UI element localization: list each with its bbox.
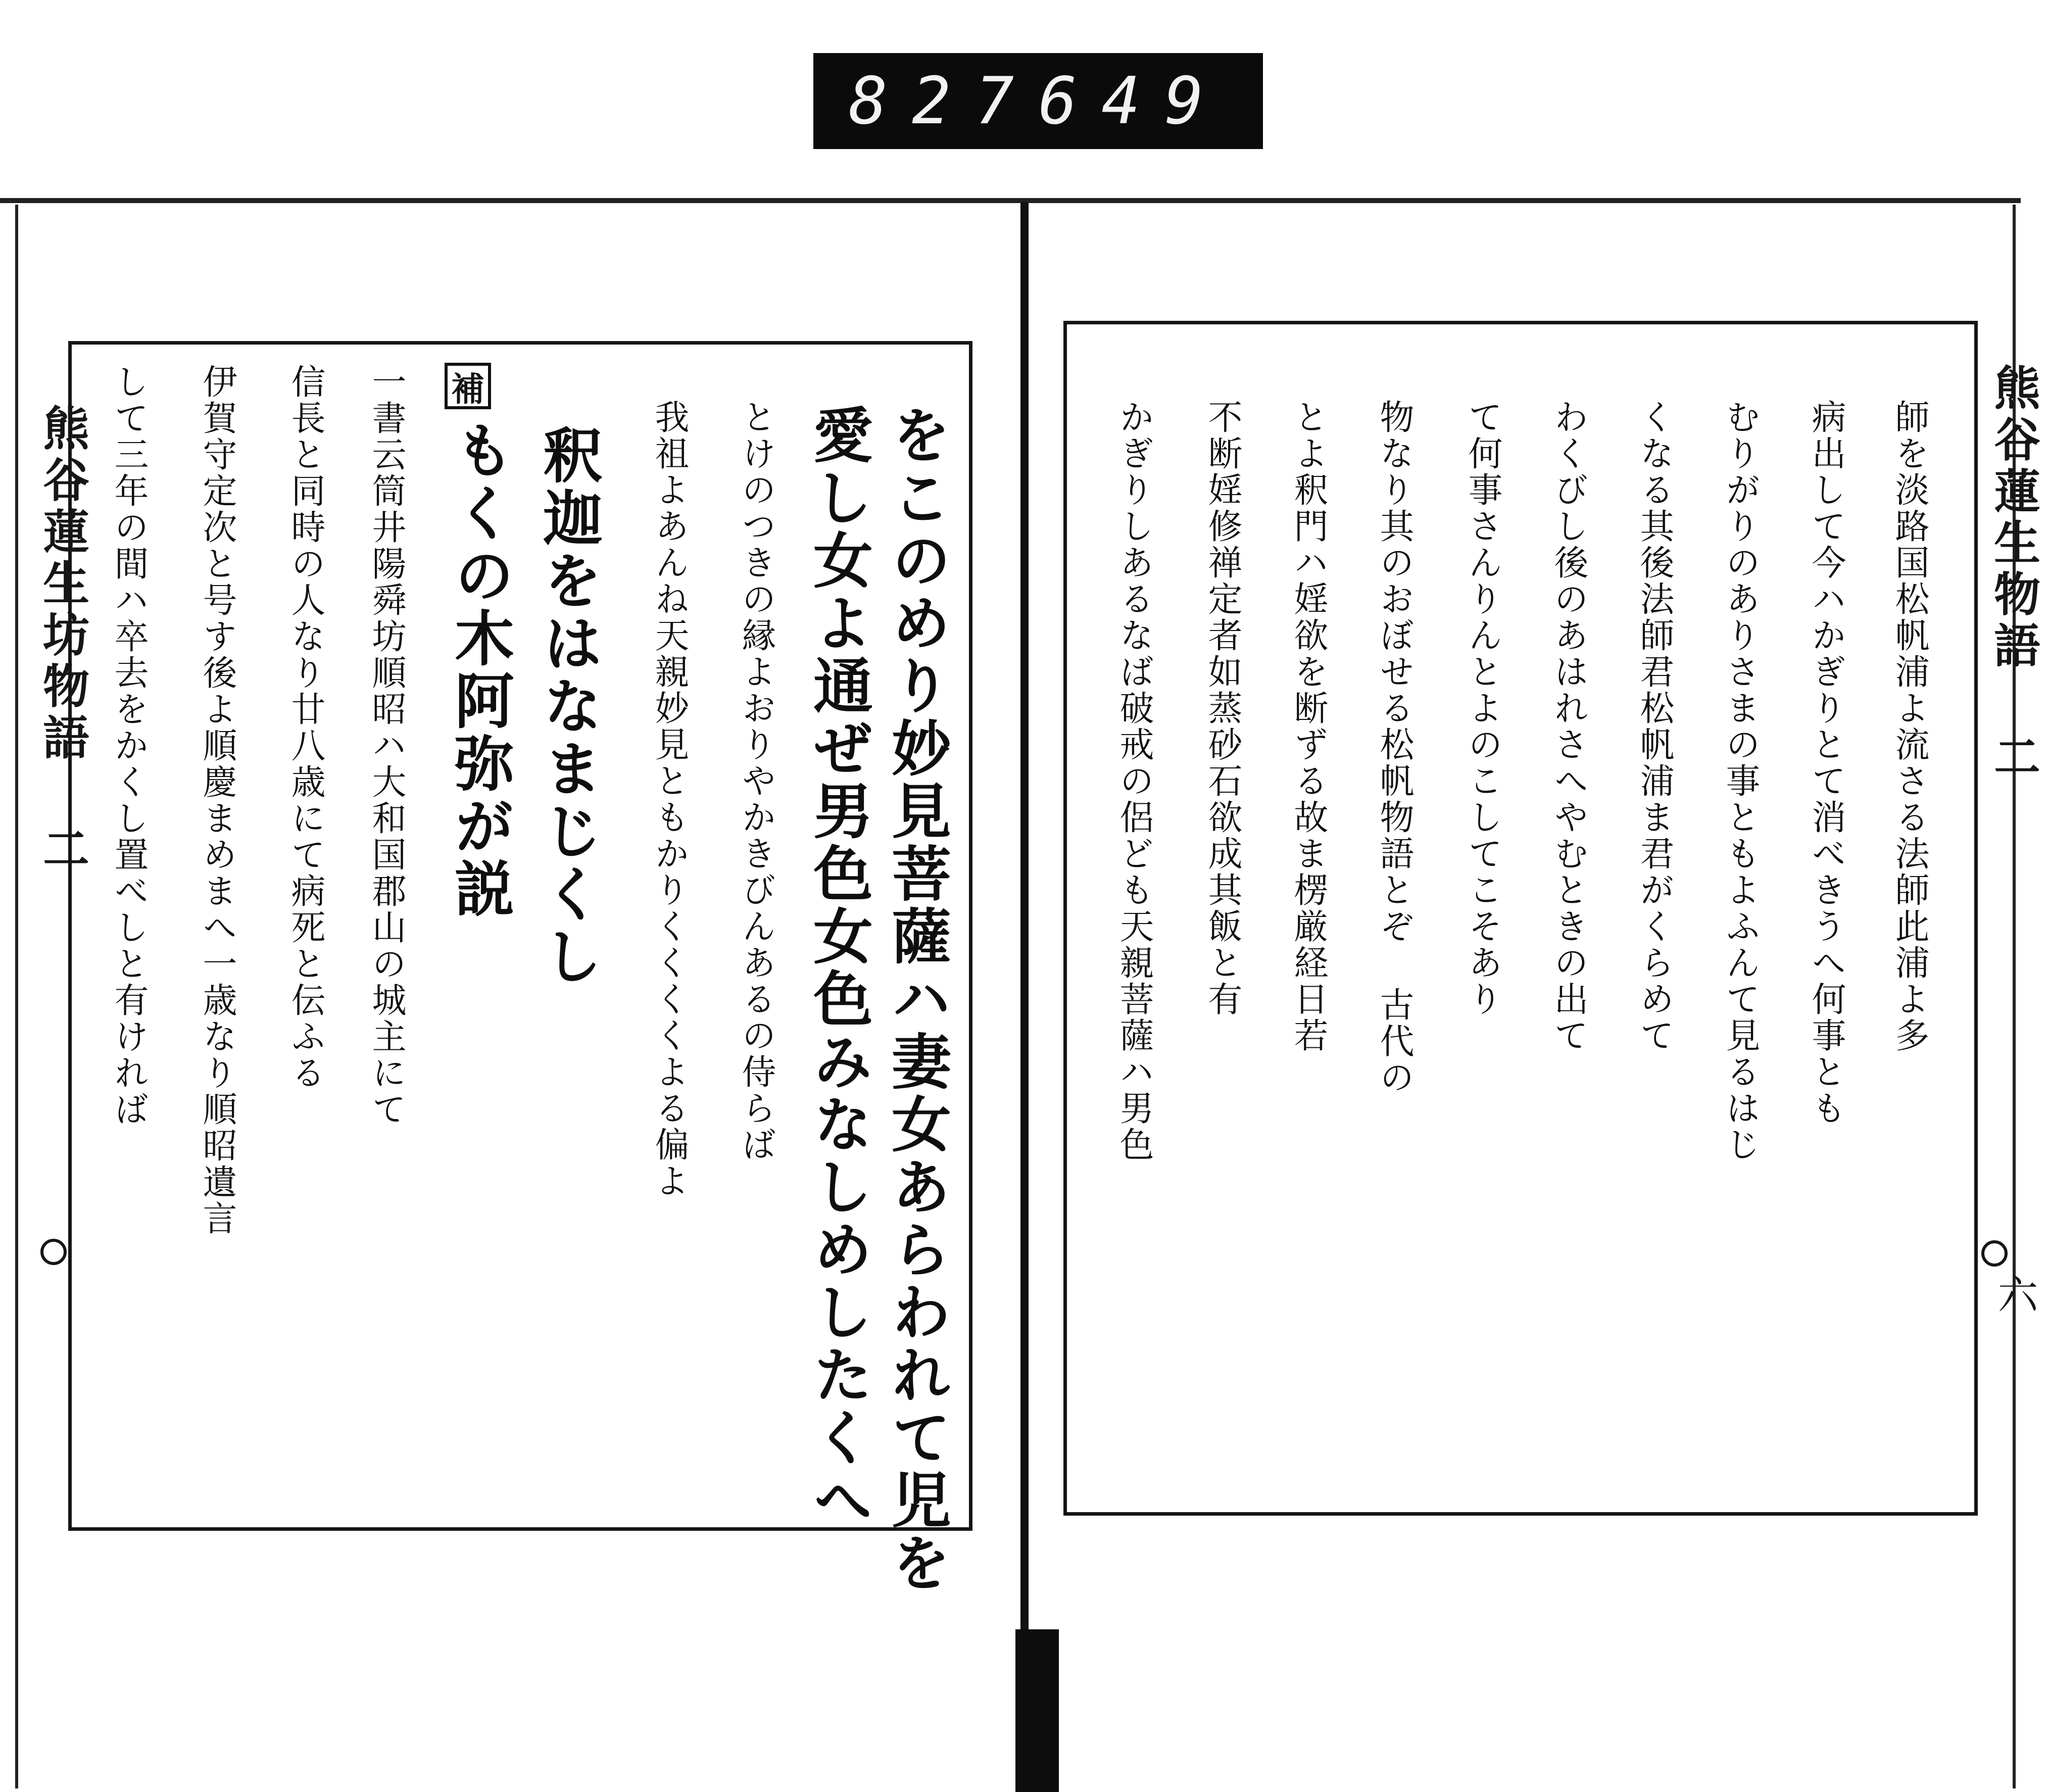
gutter-shadow-block xyxy=(1015,1629,1059,1792)
right-column-9: 不断婬修禅定者如蒸砂石欲成其飯と有 xyxy=(1202,399,1242,1018)
right-column-5: わくびし後のあはれさへやむときの出て xyxy=(1548,399,1588,1054)
right-column-1: 師を淡路国松帆浦よ流さる法師此浦よ多 xyxy=(1889,399,1929,1054)
right-column-8: とよ釈門ハ婬欲を断ずる故ま楞厳経日若 xyxy=(1288,399,1328,1054)
right-column-10: かぎりしあるなば破戒の侶ども天親菩薩ハ男色 xyxy=(1114,399,1154,1163)
right-circle-mark xyxy=(1981,1240,2008,1267)
left-margin-title: 熊谷蓮生坊物語 二 xyxy=(35,404,90,876)
left-circle-mark xyxy=(40,1239,67,1265)
right-column-6: て何事さんりんとよのこしてこそあり xyxy=(1463,399,1502,1018)
book-top-edge xyxy=(0,198,2021,203)
right-column-3: むりがりのありさまの事ともよふんて見るはじ xyxy=(1720,399,1760,1163)
archive-label-plate xyxy=(813,53,1263,149)
left-column-6: もくの木阿弥が説 xyxy=(445,419,515,921)
left-column-7: 一書云筒井陽舜坊順昭ハ大和国郡山の城主にて xyxy=(366,364,406,1128)
left-column-1: をこのめり妙見菩薩ハ妻女あらわれて児を xyxy=(882,404,952,1594)
right-column-2: 病出して今ハかぎりとて消べきうへ何事とも xyxy=(1806,399,1846,1127)
book-gutter xyxy=(1020,202,1029,1632)
label-left-number: 827 xyxy=(849,63,1039,139)
right-margin-title: 熊谷蓮生物語 二 xyxy=(1986,364,2041,784)
right-folio-number: 六 xyxy=(1991,1273,2038,1314)
right-column-7: 物なり其のおぼせる松帆物語とぞ 古代の xyxy=(1374,399,1414,1096)
left-column-10: して三年の間ハ卒去をかくし置べしと有ければ xyxy=(109,364,149,1128)
label-right-number: 649 xyxy=(1038,63,1228,139)
left-column-5: 釈迦をはなまじくし xyxy=(533,424,603,988)
left-column-3: とけのつきの縁よおりやかきびんあるの侍らば xyxy=(736,399,776,1163)
right-column-4: くなる其後法師君松帆浦ま君がくらめて xyxy=(1634,399,1674,1054)
supplement-mark: 補 xyxy=(445,363,491,409)
left-column-4: 我祖よあんね天親妙見ともかりくくくくよる偏よ xyxy=(649,399,689,1199)
left-column-8: 信長と同時の人なり廿八歳にて病死と伝ふる xyxy=(285,364,325,1091)
left-column-2: 愛し女よ通ぜ男色女色みなしめしたくへ xyxy=(803,404,873,1532)
left-column-9: 伊賀守定次と号す後よ順慶まめまへ一歳なり順昭遺言 xyxy=(197,364,237,1237)
